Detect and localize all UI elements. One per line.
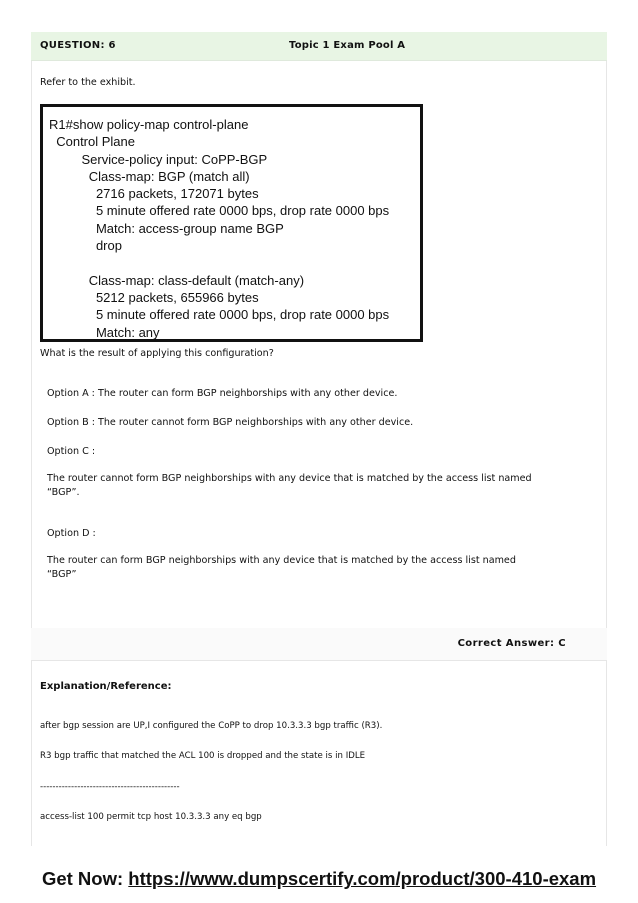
question-prompt: What is the result of applying this configuration? xyxy=(40,348,274,359)
option-c-label[interactable]: Option C : xyxy=(47,446,96,457)
footer-prefix: Get Now: xyxy=(41,868,129,889)
answer-bar xyxy=(31,628,607,660)
exhibit-line: 5 minute offered rate 0000 bps, drop rate 0000 bps xyxy=(95,307,390,323)
explanation-line-1: after bgp session are UP,I configured the CoPP to drop 10.3.3.3 bgp traffic (R3). xyxy=(40,721,383,731)
exhibit-box xyxy=(40,104,423,342)
exhibit-line: drop xyxy=(95,238,122,254)
question-header xyxy=(31,32,607,61)
explanation-line-2: R3 bgp traffic that matched the ACL 100 is dropped and the state is in IDLE xyxy=(40,751,366,761)
answer-divider-bottom xyxy=(31,660,607,661)
option-d-text-line1: The router can form BGP neighborships with any device that is matched by the access list named xyxy=(47,555,516,566)
exhibit-line: Match: access-group name BGP xyxy=(95,220,284,236)
option-d-text-line2: “BGP” xyxy=(47,569,77,580)
footer-banner xyxy=(0,868,638,890)
explanation-title: Explanation/Reference: xyxy=(40,681,172,692)
option-d-label[interactable]: Option D : xyxy=(47,528,96,539)
question-intro: Refer to the exhibit. xyxy=(40,77,136,88)
topic-label: Topic 1 Exam Pool A xyxy=(289,40,406,51)
exhibit-line: Control Plane xyxy=(56,134,135,150)
explanation-separator: --------------------------------------------- xyxy=(40,782,180,792)
option-a[interactable]: Option A : The router can form BGP neighborships with any other device. xyxy=(47,388,398,399)
exhibit-line: Class-map: class-default (match-any) xyxy=(88,272,305,288)
correct-answer: Correct Answer: C xyxy=(457,638,566,649)
option-b[interactable]: Option B : The router cannot form BGP neighborships with any other device. xyxy=(47,417,414,428)
footer-link[interactable]: https://www.dumpscertify.com/product/300-410-exam xyxy=(128,868,597,889)
option-c-text-line1: The router cannot form BGP neighborships with any device that is matched by the access list named xyxy=(47,473,532,484)
exhibit-line: Match: any xyxy=(95,324,160,340)
exhibit-line: R1#show policy-map control-plane xyxy=(49,117,249,132)
exhibit-text xyxy=(49,116,389,341)
exhibit-line: 5212 packets, 655966 bytes xyxy=(95,289,259,305)
explanation-line-4: access-list 100 permit tcp host 10.3.3.3 any eq bgp xyxy=(40,812,262,822)
exhibit-line: 5 minute offered rate 0000 bps, drop rate 0000 bps xyxy=(95,203,390,219)
option-c-text-line2: “BGP”. xyxy=(47,487,80,498)
exhibit-line: Service-policy input: CoPP-BGP xyxy=(81,151,268,167)
question-number: QUESTION: 6 xyxy=(40,40,116,51)
exhibit-line: 2716 packets, 172071 bytes xyxy=(95,186,259,202)
exhibit-line: Class-map: BGP (match all) xyxy=(88,168,250,184)
